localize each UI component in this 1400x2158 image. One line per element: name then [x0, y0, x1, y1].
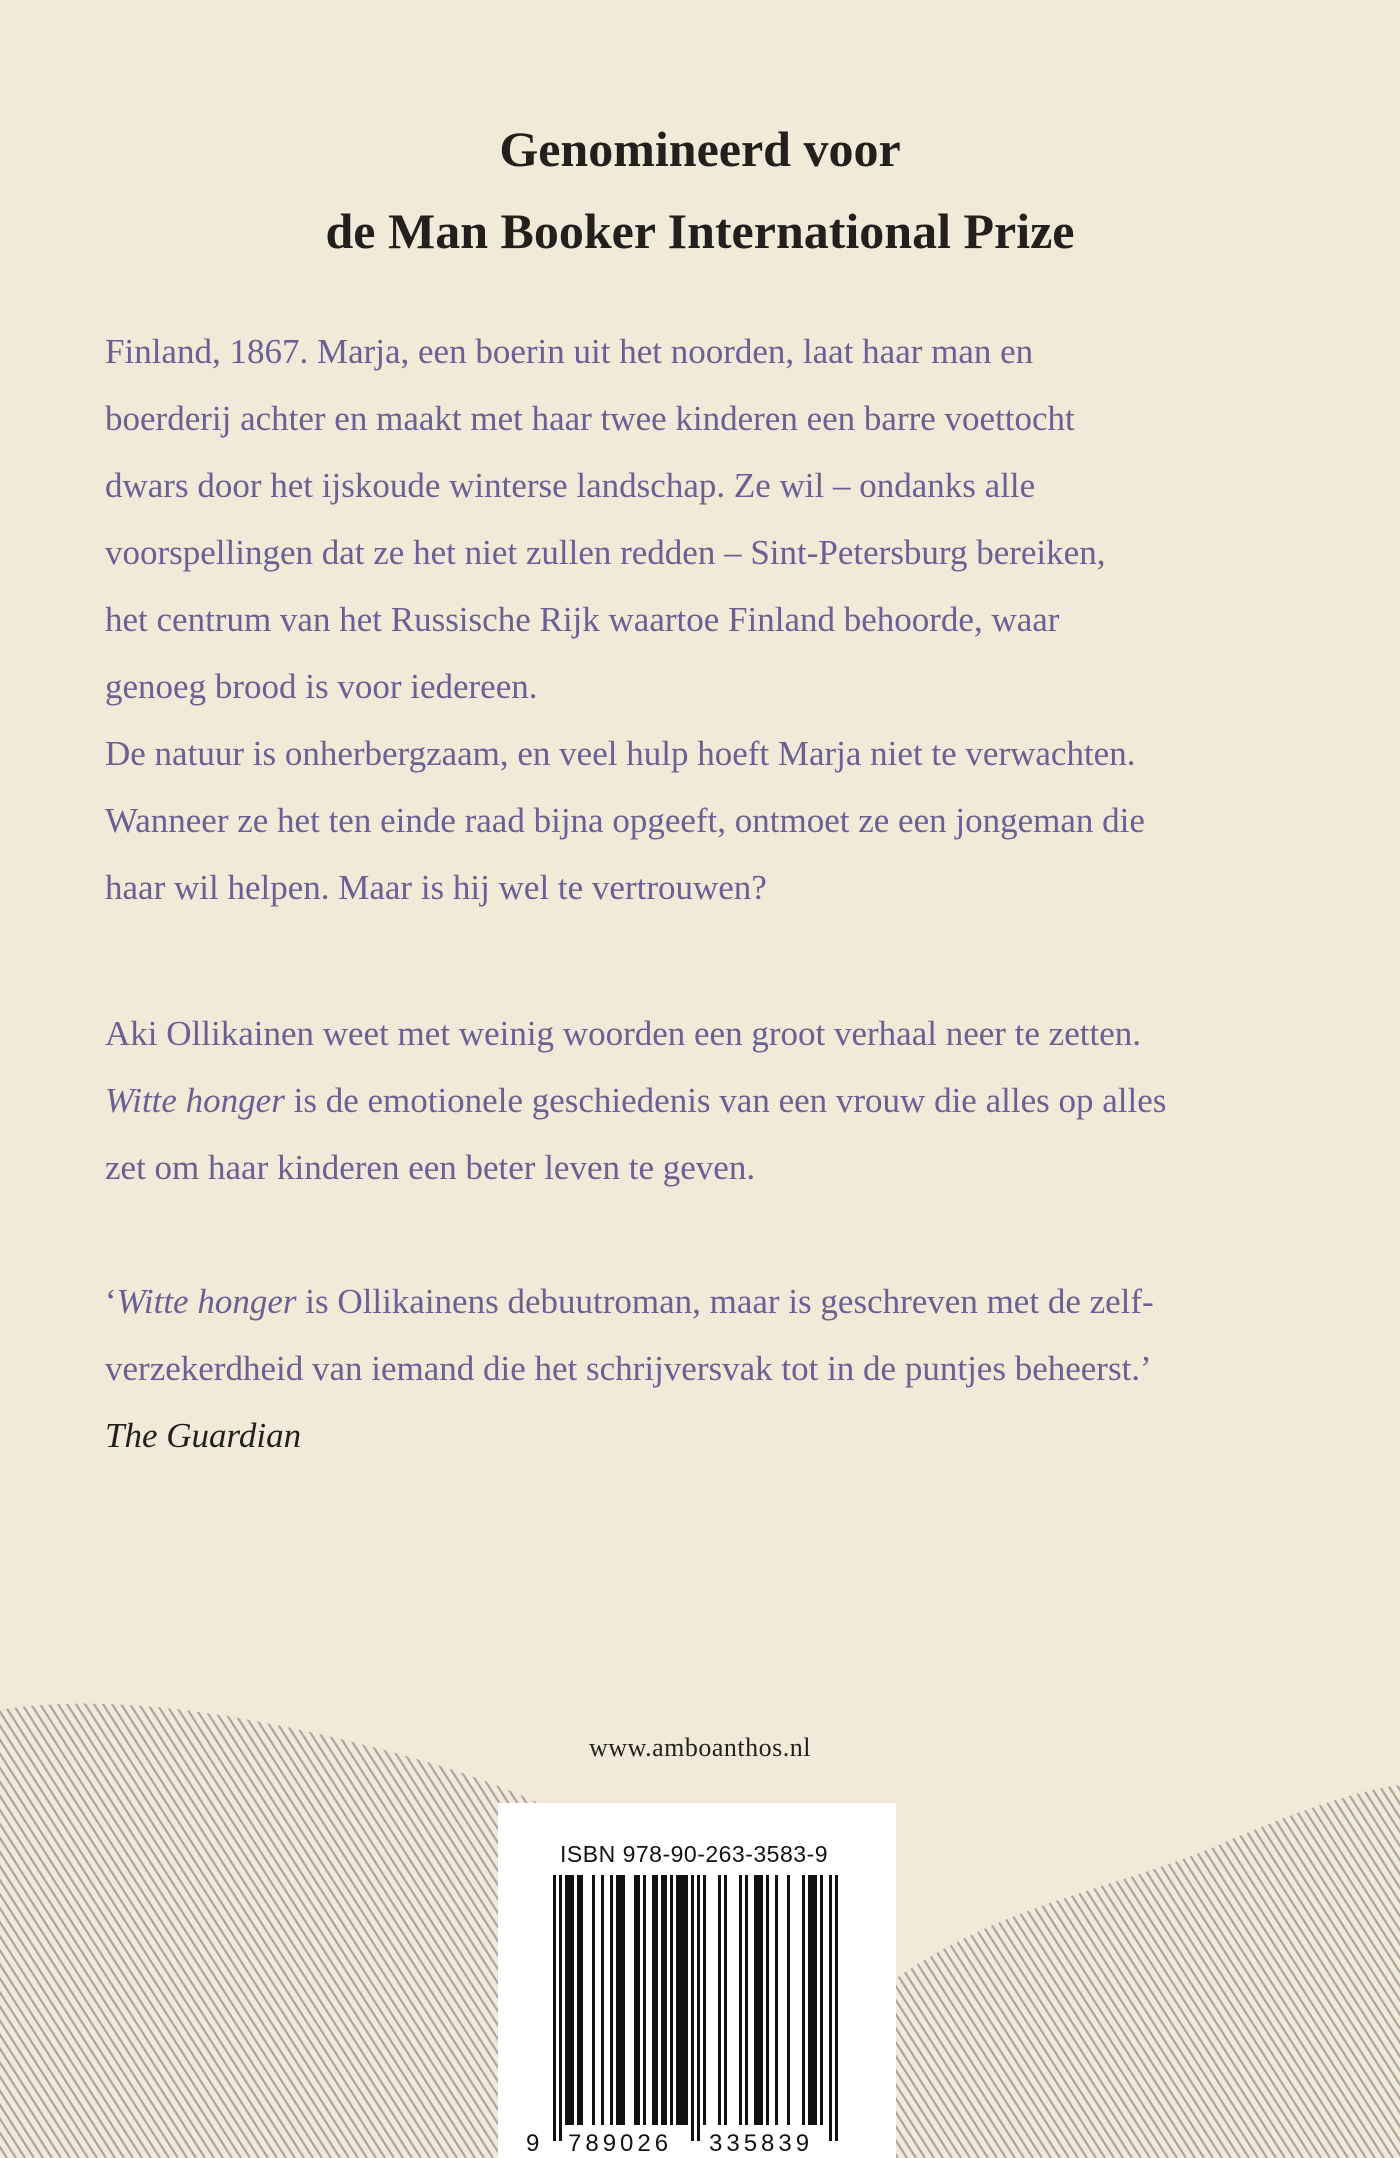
barcode-bar [676, 1875, 679, 2125]
quote-open-mark: ‘ [105, 1282, 117, 1321]
barcode-bar [622, 1875, 625, 2125]
publisher-website: www.amboanthos.nl [588, 1733, 811, 1762]
barcode-bar [610, 1875, 613, 2125]
barcode-bar [808, 1875, 811, 2125]
barcode-bar [745, 1875, 748, 2125]
book-title: Witte honger [116, 1282, 297, 1321]
barcode-bar [619, 1875, 622, 2125]
award-headline [0, 108, 1400, 272]
author-line-rest: is de emotionele geschiedenis van een vrouw die alles op alles [284, 1081, 1167, 1120]
barcode-bar [679, 1875, 682, 2125]
barcode-bar [703, 1875, 706, 2125]
review-quote [105, 1268, 1325, 1469]
isbn-label: ISBN 978-90-263-3583-9 [560, 1841, 828, 1867]
barcode-bar [691, 1875, 694, 2141]
quote-line: verzekerdheid van iemand die het schrijversvak tot in de puntjes beheerst.’ [105, 1349, 1152, 1388]
barcode-left-digits: 789026 [568, 2130, 673, 2157]
author-line: zet om haar kinderen een beter leven te geven. [105, 1148, 756, 1187]
barcode-bar [718, 1875, 721, 2125]
barcode-bar [760, 1875, 763, 2125]
barcode-bar [616, 1875, 619, 2125]
barcode-bar [580, 1875, 583, 2125]
barcode-bar [820, 1875, 823, 2125]
barcode-bar [787, 1875, 790, 2125]
synopsis-line: dwars door het ijskoude winterse landschap. Ze wil – ondanks alle [105, 466, 1036, 505]
synopsis-line: genoeg brood is voor iedereen. [105, 667, 538, 706]
synopsis-line: Finland, 1867. Marja, een boerin uit het noorden, laat haar man en [105, 332, 1034, 371]
book-title: Witte honger [105, 1081, 285, 1120]
barcode-bar [829, 1875, 832, 2141]
barcode-bar [592, 1875, 595, 2125]
synopsis-line: voorspellingen dat ze het niet zullen redden – Sint-Petersburg bereiken, [105, 533, 1106, 572]
barcode-bar [655, 1875, 658, 2125]
barcode-bar [568, 1875, 571, 2125]
barcode-icon [498, 1803, 896, 2158]
barcode-bar [565, 1875, 568, 2125]
barcode-bar [685, 1875, 688, 2125]
barcode-bar [637, 1875, 640, 2125]
barcode-panel [498, 1803, 896, 2158]
author-line: Aki Ollikainen weet met weinig woorden een groot verhaal neer te zetten. [105, 1014, 1141, 1053]
author-paragraph [105, 1000, 1325, 1201]
barcode-bar [643, 1875, 646, 2125]
barcode-bar [775, 1875, 778, 2125]
barcode-bar [754, 1875, 757, 2125]
quote-line [105, 1268, 1325, 1335]
quote-source: The Guardian [105, 1416, 302, 1455]
barcode-bar [553, 1875, 556, 2141]
barcode-bar [811, 1875, 814, 2125]
barcode-bar [802, 1875, 805, 2125]
barcode-bar [757, 1875, 760, 2125]
quote-line-rest: is Ollikainens debuutroman, maar is geschreven met de zelf- [296, 1282, 1154, 1321]
synopsis-paragraph [105, 318, 1325, 921]
barcode-bar [739, 1875, 742, 2125]
barcode-bar [559, 1875, 562, 2141]
barcode-first-digit: 9 [526, 2130, 544, 2157]
synopsis-line: haar wil helpen. Maar is hij wel te vertrouwen? [105, 868, 767, 907]
barcode-bar [601, 1875, 604, 2125]
synopsis-line: het centrum van het Russische Rijk waartoe Finland behoorde, waar [105, 600, 1060, 639]
barcode-right-digits: 335839 [709, 2130, 814, 2157]
barcode-bar [634, 1875, 637, 2125]
synopsis-line: boerderij achter en maakt met haar twee kinderen een barre voettocht [105, 399, 1075, 438]
barcode-bar [571, 1875, 574, 2125]
barcode-bar [652, 1875, 655, 2125]
synopsis-line: Wanneer ze het ten einde raad bijna opgeeft, ontmoet ze een jongeman die [105, 801, 1145, 840]
author-line [105, 1067, 1325, 1134]
barcode-bar [697, 1875, 700, 2141]
headline-line-2: de Man Booker International Prize [325, 203, 1075, 259]
barcode-bar [766, 1875, 769, 2125]
barcode-bar [670, 1875, 673, 2125]
barcode-bar [682, 1875, 685, 2125]
barcode-bar [835, 1875, 838, 2141]
barcode-bar [664, 1875, 667, 2125]
barcode-bar [577, 1875, 580, 2125]
synopsis-line: De natuur is onherbergzaam, en veel hulp hoeft Marja niet te verwachten. [105, 734, 1136, 773]
headline-line-1: Genomineerd voor [499, 121, 901, 177]
barcode-bar [814, 1875, 817, 2125]
barcode-bar [724, 1875, 727, 2125]
barcode-bar [661, 1875, 664, 2125]
